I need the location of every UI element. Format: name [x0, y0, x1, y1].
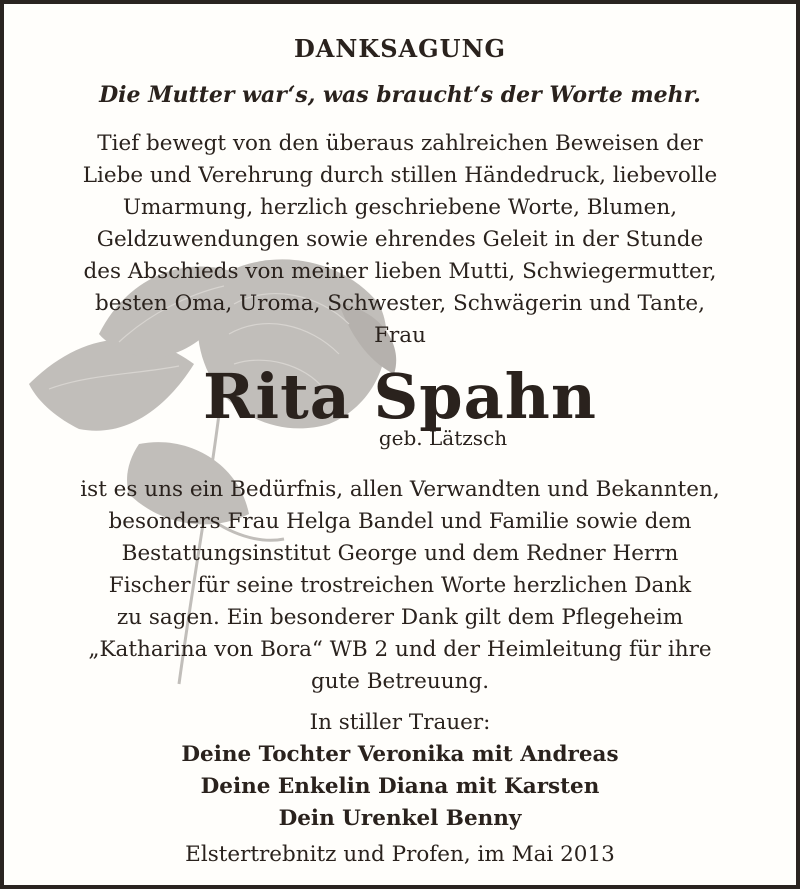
thanks-line: Bestattungsinstitut George und dem Redner Herrn	[121, 541, 679, 566]
birth-name: geb. Lätzsch	[378, 426, 508, 450]
mourner-line: Deine Tochter Veronika mit Andreas	[181, 742, 619, 767]
intro-line: des Abschieds von meiner lieben Mutti, Schwiegermutter,	[83, 259, 717, 284]
thanks-line: gute Betreuung.	[310, 669, 490, 694]
notice-title: DANKSAGUNG	[293, 34, 507, 63]
motto: Die Mutter war‘s, was braucht‘s der Worte mehr.	[99, 82, 701, 108]
mourners-block	[4, 707, 796, 835]
intro-line: besten Oma, Uroma, Schwester, Schwägerin und Tante,	[95, 291, 705, 316]
thanks-line: zu sagen. Ein besonderer Dank gilt dem Pflegeheim	[116, 605, 684, 630]
mourning-intro: In stiller Trauer:	[309, 710, 491, 735]
intro-line: Geldzuwendungen sowie ehrendes Geleit in der Stunde	[96, 227, 704, 252]
mourner-line: Dein Urenkel Benny	[278, 806, 522, 831]
thanks-line: besonders Frau Helga Bandel und Familie sowie dem	[108, 509, 692, 534]
intro-line: Umarmung, herzlich geschriebene Worte, Blumen,	[122, 195, 678, 220]
deceased-name: Rita Spahn	[203, 360, 597, 433]
mourner-line: Deine Enkelin Diana mit Karsten	[200, 774, 600, 799]
thanks-line: Fischer für seine trostreichen Worte herzlichen Dank	[108, 573, 692, 598]
thanks-line: „Katharina von Bora“ WB 2 und der Heimleitung für ihre	[88, 637, 712, 662]
thanks-paragraph	[4, 474, 796, 698]
thanks-line: ist es uns ein Bedürfnis, allen Verwandten und Bekannten,	[80, 477, 720, 502]
intro-line: Tief bewegt von den überaus zahlreichen Beweisen der	[97, 131, 703, 156]
intro-line: Frau	[374, 323, 426, 348]
intro-line: Liebe und Verehrung durch stillen Händedruck, liebevolle	[82, 163, 718, 188]
place-date: Elstertrebnitz und Profen, im Mai 2013	[185, 842, 615, 867]
intro-paragraph	[4, 128, 796, 352]
